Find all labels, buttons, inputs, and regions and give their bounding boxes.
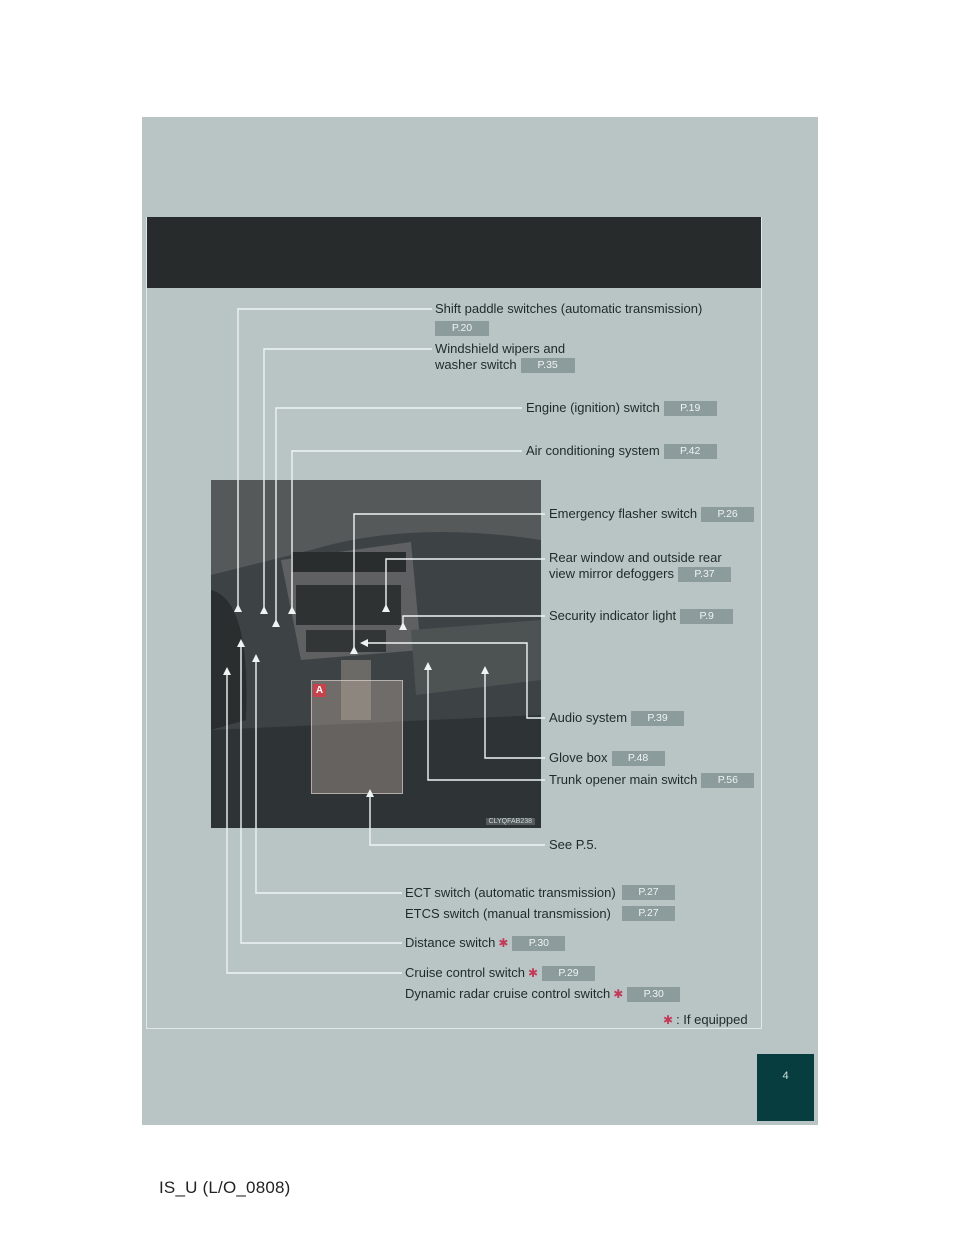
equipped-note-text: : If equipped [676, 1012, 748, 1027]
leader-engine [276, 408, 522, 625]
callout-flasher [549, 506, 754, 522]
leader-flasher [354, 514, 545, 652]
aircon-ref[interactable]: P.42 [664, 444, 717, 459]
audio-label: Audio system [549, 710, 628, 725]
callout-a-tag: A [313, 684, 326, 697]
leader-glovebox [485, 672, 545, 758]
aircon-label: Air conditioning system [526, 443, 660, 458]
security-label: Security indicator light [549, 608, 677, 623]
trunk-ref[interactable]: P.56 [701, 773, 754, 788]
leader-ect [256, 660, 402, 893]
wipers-label-line2: washer switch [435, 357, 517, 372]
page-tab [757, 1054, 814, 1121]
cruise-ref[interactable]: P.29 [542, 966, 595, 981]
callout-shift-paddle [435, 301, 702, 336]
callout-see [549, 837, 597, 853]
glovebox-label: Glove box [549, 750, 608, 765]
engine-ref[interactable]: P.19 [664, 401, 717, 416]
glovebox-ref[interactable]: P.48 [612, 751, 665, 766]
photo-code: CLYQFAB238 [486, 818, 535, 825]
page-number: 4 [782, 1070, 789, 1082]
trunk-label: Trunk opener main switch [549, 772, 698, 787]
callout-engine [526, 400, 717, 416]
distance-label: Distance switch [405, 935, 496, 950]
defogger-label-line2: view mirror defoggers [549, 566, 674, 581]
leader-cruise [227, 673, 402, 973]
leader-audio [364, 643, 545, 718]
see-label: See P.5. [549, 837, 598, 852]
callout-wipers [435, 341, 575, 373]
asterisk-icon: ✱ [613, 987, 624, 1001]
ect-ref[interactable]: P.27 [622, 885, 675, 900]
leader-defogger [386, 559, 545, 610]
leader-see [370, 795, 545, 845]
shift-paddle-label: Shift paddle switches (automatic transmission) [435, 301, 703, 316]
callout-defogger [549, 550, 731, 582]
leader-shift-paddle [238, 309, 432, 610]
callout-audio [549, 710, 684, 726]
callout-trunk [549, 772, 754, 788]
leader-aircon [292, 451, 522, 612]
footer-code: IS_U (L/O_0808) [159, 1178, 291, 1197]
distance-ref[interactable]: P.30 [512, 936, 565, 951]
asterisk-icon: ✱ [498, 936, 509, 950]
leader-arrowheads [223, 604, 489, 797]
defogger-label-line1: Rear window and outside rear [549, 550, 722, 565]
callout-etcs [405, 906, 611, 922]
ect-label: ECT switch (automatic transmission) [405, 885, 616, 900]
leader-distance [241, 645, 402, 943]
flasher-label: Emergency flasher switch [549, 506, 698, 521]
engine-label: Engine (ignition) switch [526, 400, 660, 415]
etcs-label: ETCS switch (manual transmission) [405, 906, 611, 921]
callout-security [549, 608, 733, 624]
leader-security [403, 616, 545, 628]
callout-cruise [405, 965, 595, 981]
wipers-label-line1: Windshield wipers and [435, 341, 566, 356]
flasher-ref[interactable]: P.26 [701, 507, 754, 522]
security-ref[interactable]: P.9 [680, 609, 733, 624]
callout-glovebox [549, 750, 665, 766]
callout-aircon [526, 443, 717, 459]
etcs-ref[interactable]: P.27 [622, 906, 675, 921]
asterisk-icon: ✱ [527, 966, 538, 980]
shift-paddle-ref[interactable]: P.20 [435, 321, 489, 336]
radar-label: Dynamic radar cruise control switch [405, 986, 611, 1001]
cruise-label: Cruise control switch [405, 965, 525, 980]
leader-wipers [264, 349, 432, 612]
callout-radar [405, 986, 680, 1002]
callout-distance [405, 935, 565, 951]
equipped-note [663, 1012, 748, 1028]
wipers-ref[interactable]: P.35 [521, 358, 575, 373]
callout-ect [405, 885, 616, 901]
radar-ref[interactable]: P.30 [627, 987, 680, 1002]
defogger-ref[interactable]: P.37 [678, 567, 731, 582]
asterisk-icon: ✱ [663, 1013, 674, 1027]
audio-ref[interactable]: P.39 [631, 711, 684, 726]
